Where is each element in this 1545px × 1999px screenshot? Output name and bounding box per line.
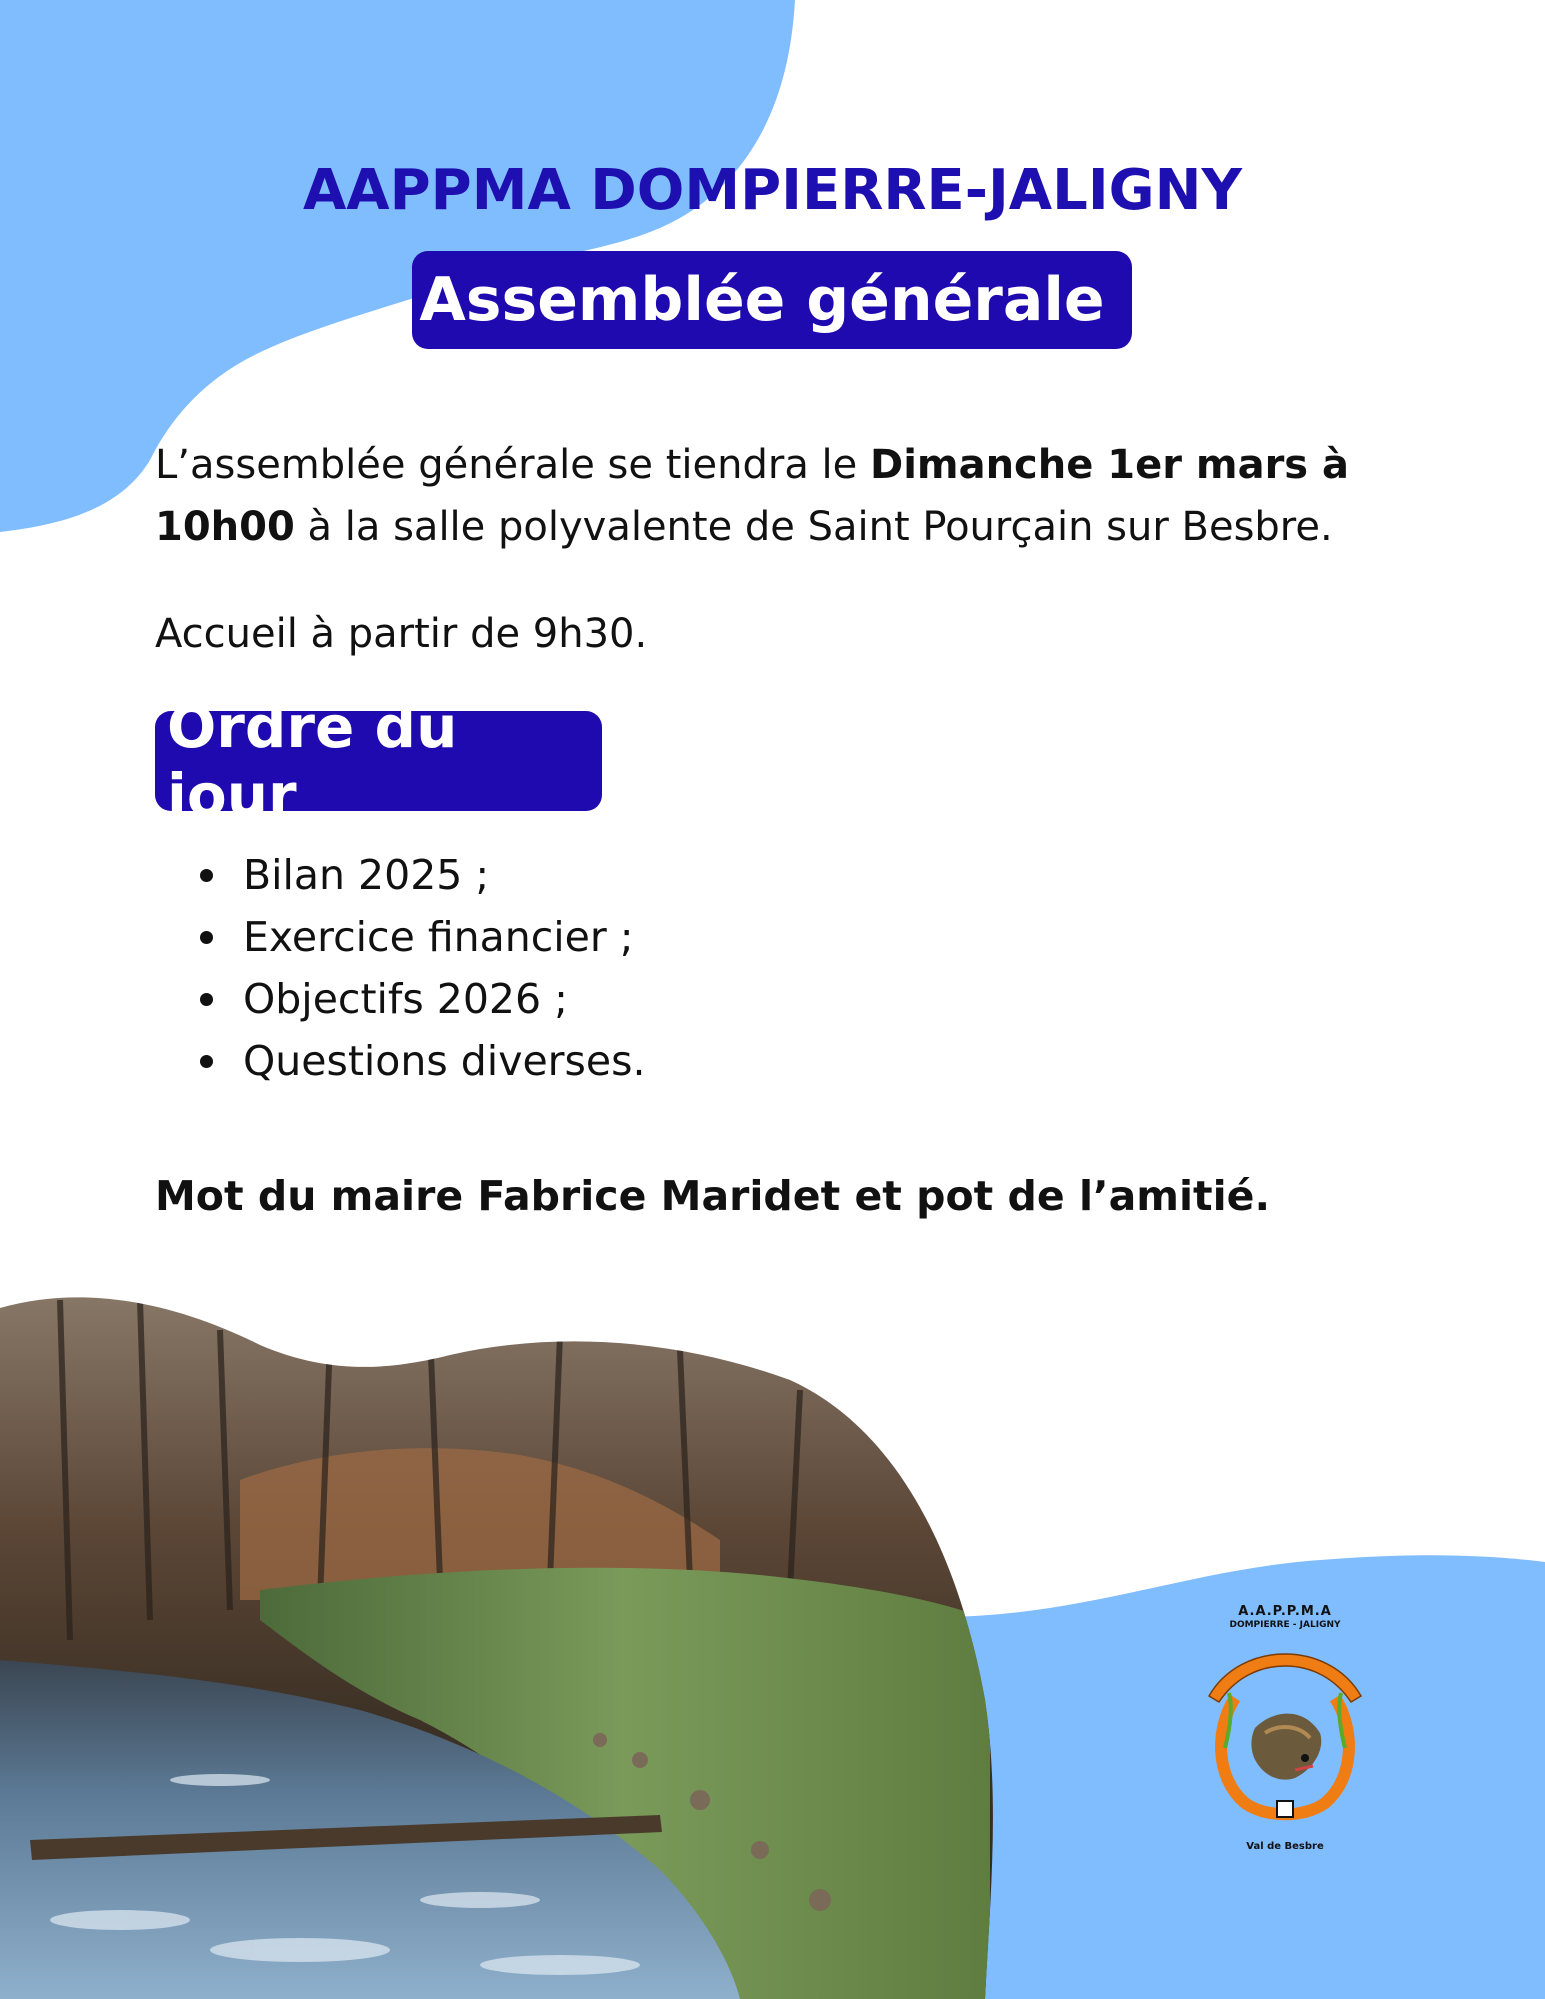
logo-line1: A.A.P.P.M.A [1238, 1604, 1332, 1619]
logo-line2: DOMPIERRE - JALIGNY [1229, 1620, 1341, 1630]
intro-text-after: à la salle polyvalente de Saint Pourçain sur Besbre. [294, 504, 1333, 550]
intro-text-before: L’assemblée générale se tiendra le [155, 442, 870, 488]
agenda-title-badge [155, 693, 602, 829]
closing-statement: Mot du maire Fabrice Maridet et pot de l’amitié. [155, 1172, 1271, 1220]
intro-paragraph [155, 434, 1425, 558]
club-logo [1195, 1604, 1375, 1864]
agenda-item: Objectifs 2026 ; [193, 968, 646, 1030]
organization-title: AAPPMA DOMPIERRE-JALIGNY [302, 158, 1243, 223]
agenda-list [193, 844, 646, 1092]
agenda-title: Ordre du jour [167, 693, 458, 829]
agenda-item: Questions diverses. [193, 1030, 646, 1092]
logo-footer: Val de Besbre [1246, 1841, 1324, 1852]
event-title-badge [412, 251, 1132, 349]
intro-date-highlight: Dimanche 1er mars à 10h00 [155, 442, 1350, 550]
event-title: Assemblée générale [419, 265, 1105, 335]
logo-emblem [1195, 1638, 1375, 1838]
welcome-text: Accueil à partir de 9h30. [155, 611, 648, 657]
agenda-item: Exercice financier ; [193, 906, 646, 968]
river-landscape-photo [0, 1280, 1000, 1999]
agenda-item: Bilan 2025 ; [193, 844, 646, 906]
